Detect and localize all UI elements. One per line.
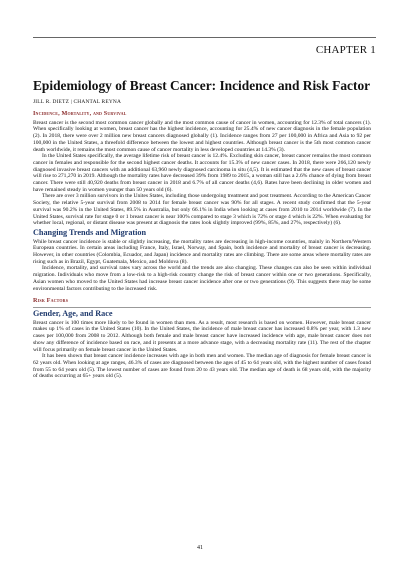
header-rule [33, 37, 376, 38]
article-title: Epidemiology of Breast Cancer: Incidence and Risk Factor [33, 78, 371, 93]
paragraph: Incidence, mortality, and survival rates vary across the world and the trends are also changing. These changes can also be seen within individual migration. Individuals who move from a low-risk to a high-risk country change the risk of breast cancer within one or two generations. Specifically, Asian women who moved to the United States had increase breast cancer incidence after one or two generations (9). This suggests there may be some environmental factors contributing to the increased risk. [33, 265, 371, 292]
section-rule [33, 307, 371, 308]
paragraph: While breast cancer incidence is stable or slightly increasing, the mortality rates are decreasing in high-income countries, mainly in Northern/Western European countries. In certain areas including France, Italy, Israel, Norway, and Spain, both incidence and mortality of breast cancer is decreasing. However, in other countries (Colombia, Ecuador, and Japan) incidence and mortality rates are climbing. There are some areas where mortality rates are rising such as in Brazil, Egypt, Guatemala, Mexico, and Moldova (8). [33, 238, 371, 265]
paragraph: There are over 3 million survivors in the Unites States, including those undergoing treatment and post treatment. According to the American Cancer Society, the relative 5-year survival from 2008 to 2014 for female breast cancer was 90% for all stages. A recent study confirmed that the 5-year survival was 90.2% in the United States, 89.5% in Australia, but only 66.1% in India when looking at cases from 2010 to 2014 worldwide (7). In the United States, survival rate for stage 0 or 1 breast cancer is near 100% compared to stage 3 which is 72% or stage 4 which is 22%. When evaluating for whether local, regional, or distant disease was present at diagnosis the rates look slightly improved (99%, 85%, and 27%, respectively) (6). [33, 193, 371, 227]
paragraph: It has been shown that breast cancer incidence increases with age in both men and women. The median age of diagnosis for female breast cancer is 62 years old. When looking at age ranges, 46.3% of cases are diagnosed between the ages of 45 to 64 years old, with the highest number of cases found from 55 to 64 years old (5). The lowest number of cases are found from 20 to 43 years old. The median age of death is 68 years old, with the majority of deaths occurring at 65+ years old (5). [33, 353, 371, 380]
section-heading-incidence: Incidence, Mortality, and Survival [33, 110, 127, 117]
page-number: 41 [197, 545, 203, 551]
section-heading-risk-factors: Risk Factors [33, 297, 69, 305]
chapter-label: CHAPTER 1 [315, 44, 376, 56]
article-body [33, 111, 371, 380]
paragraph: In the United States specifically, the average lifetime risk of breast cancer is 12.4%. Excluding skin cancer, breast cancer remains the most common cancer in females and responsible for the second highest cancer deaths. It accounts for 15.3% of new cancer cases. In 2018, there were 266,120 newly diagnosed invasive breast cancers with an additional 63,960 newly diagnosed carcinoma in situ (4,5). It is estimated that the new cases of breast cancer will rise to 271,270 in 2019. Although the mortality rates have decreased 39% from 1989 to 2015, a woman still has a 2.6% chance of dying from breast cancer. There were still 40,920 deaths from breast cancer in 2018 and 6.7% of all cancer deaths (4,6). Rates have been declining in older women and have remained steady in women younger than 50 years old (6). [33, 153, 371, 193]
paragraph: Breast cancer is 100 times more likely to be found in women than men. As a result, most research is based on women. However, male breast cancer makes up 1% of cases in the United States (10). In the United States, the incidence of male breast cancer has increased 0.8% per year, with 1.3 new cases per 100,000 from 2008 to 2012. Although both female and male breast cancer have increased incidence with age, male breast cancer does not show any difference of incidence based on race, and it presents at a more advance stage, with a decreasing mortality rate (11). The rest of the chapter will focus primarily on female breast cancer in the United States. [33, 319, 371, 353]
paragraph: Breast cancer is the second most common cancer globally and the most common cause of cancer in women, accounting for 12.3% of total cancers (1). When specifically looking at women, breast cancer has the highest incidence, accounting for 25.4% of new cancer diagnosis in the female population (2). In 2018, there were over 2 million new breast cancers diagnosed globally (1). Incidence ranges from 27 per 100,000 in Africa and Asia to 92 per 100,000 in the United States, a threefold difference between the lowest and highest countries. Although breast cancer is the 5th most common cancer death worldwide, it remains the most common cause of cancer mortality in less developed countries at 14.3% (3). [33, 119, 371, 153]
subsection-heading-gender-age-race: Gender, Age, and Race [33, 308, 113, 318]
article-authors: JILL R. DIETZ | CHANTAL REYNA [33, 99, 122, 105]
subsection-heading-trends: Changing Trends and Migration [33, 227, 147, 237]
